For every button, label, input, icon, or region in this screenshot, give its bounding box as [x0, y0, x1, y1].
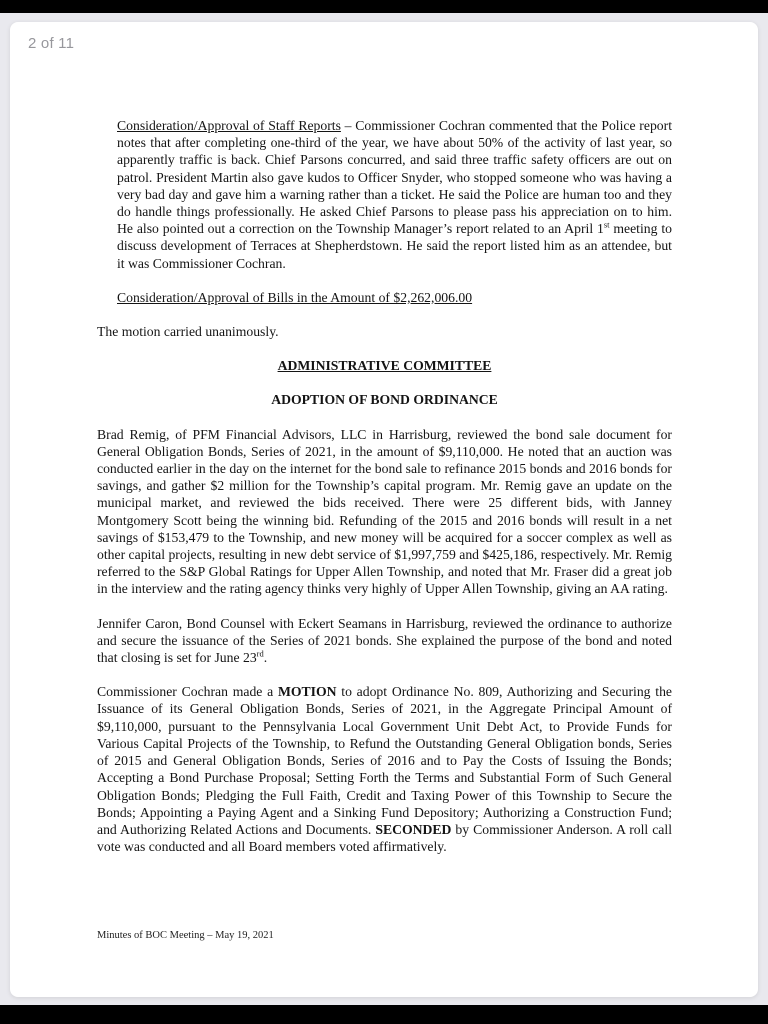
paragraph-bond-sale-review: Brad Remig, of PFM Financial Advisors, LLC in Harrisburg, reviewed the bond sale document for General Obligation Bonds, Series of 2021, in the amount of $9,110,000. He noted that an auction was conducted earlier in the day on the internet for the bond sale to refinance 2015 bonds and 2016 bonds for savings, and gather $2 million for the Township’s capital program. Mr. Remig gave an update on the municipal market, and reviewed the bids received. There were 25 different bids, with Janney Montgomery Scott being the winning bid. Refunding of the 2015 and 2016 bonds will result in a net savings of $153,479 to the Township, and new money will be acquired for a soccer complex as well as other capital projects, resulting in new debt service of $1,997,759 and $425,186, respectively. Mr. Remig referred to the S&P Global Ratings for Upper Allen Township, and noted that Mr. Fraser did a great job in the interview and the rating agency thinks very highly of Upper Allen Township, giving an AA rating. [97, 426, 672, 597]
top-black-bar [0, 0, 768, 13]
document-footer: Minutes of BOC Meeting – May 19, 2021 [97, 930, 274, 941]
paragraph-motion-adopt-ordinance: Commissioner Cochran made a MOTION to adopt Ordinance No. 809, Authorizing and Securing the Issuance of its General Obligation Bonds, Series of 2021, in the Aggregate Principal Amount of $9,110,000, pursuant to the Pennsylvania Local Government Unit Debt Act, to Provide Funds for Various Capital Projects of the Township, to Refund the Outstanding General Obligation bonds, Series of 2015 and General Obligation Bonds, Series of 2016 and to Pay the Costs of Issuing the Bonds; Accepting a Bond Purchase Proposal; Setting Forth the Terms and Substantial Form of Such General Obligation Bonds; Pledging the Full Faith, Credit and Taxing Power of this Township to Secure the Bonds; Appointing a Paying Agent and a Sinking Fund Depository; Authorizing a Construction Fund; and Authorizing Related Actions and Documents. SECONDED by Commissioner Anderson. A roll call vote was conducted and all Board members voted affirmatively. [97, 684, 672, 855]
paragraph-bills-approval: Consideration/Approval of Bills in the Amount of $2,262,006.00 [117, 289, 473, 305]
paragraph-bond-counsel: Jennifer Caron, Bond Counsel with Eckert Seamans in Harrisburg, reviewed the ordinance to authorize and secure the issuance of the Series of 2021 bonds. She explained the purpose of the bond and noted that closing is set for June 23rd. [97, 615, 672, 666]
document-page[interactable] [10, 22, 758, 997]
document-body [10, 22, 758, 872]
bottom-black-bar [0, 1005, 768, 1024]
heading-adoption-of-bond-ordinance: ADOPTION OF BOND ORDINANCE [271, 392, 498, 408]
paragraph-motion-carried: The motion carried unanimously. [97, 324, 279, 340]
page-indicator: 2 of 11 [28, 35, 75, 52]
paragraph-staff-reports: Consideration/Approval of Staff Reports – Commissioner Cochran commented that the Police report notes that after completing one-third of the year, we have about 50% of the activity of last year, so apparently traffic is back. Chief Parsons concurred, and said three traffic safety officers are out on patrol. President Martin also gave kudos to Officer Snyder, who stopped someone who was having a very bad day and gave him a warning rather than a ticket. He said the Police are human too and they do handle things professionally. He asked Chief Parsons to please pass his appreciation on to him. He also pointed out a correction on the Township Manager’s report related to an April 1st meeting to discuss development of Terraces at Shepherdstown. He said the report listed him as an attendee, but it was Commissioner Cochran. [117, 118, 672, 271]
heading-administrative-committee: ADMINISTRATIVE COMMITTEE [277, 358, 492, 374]
